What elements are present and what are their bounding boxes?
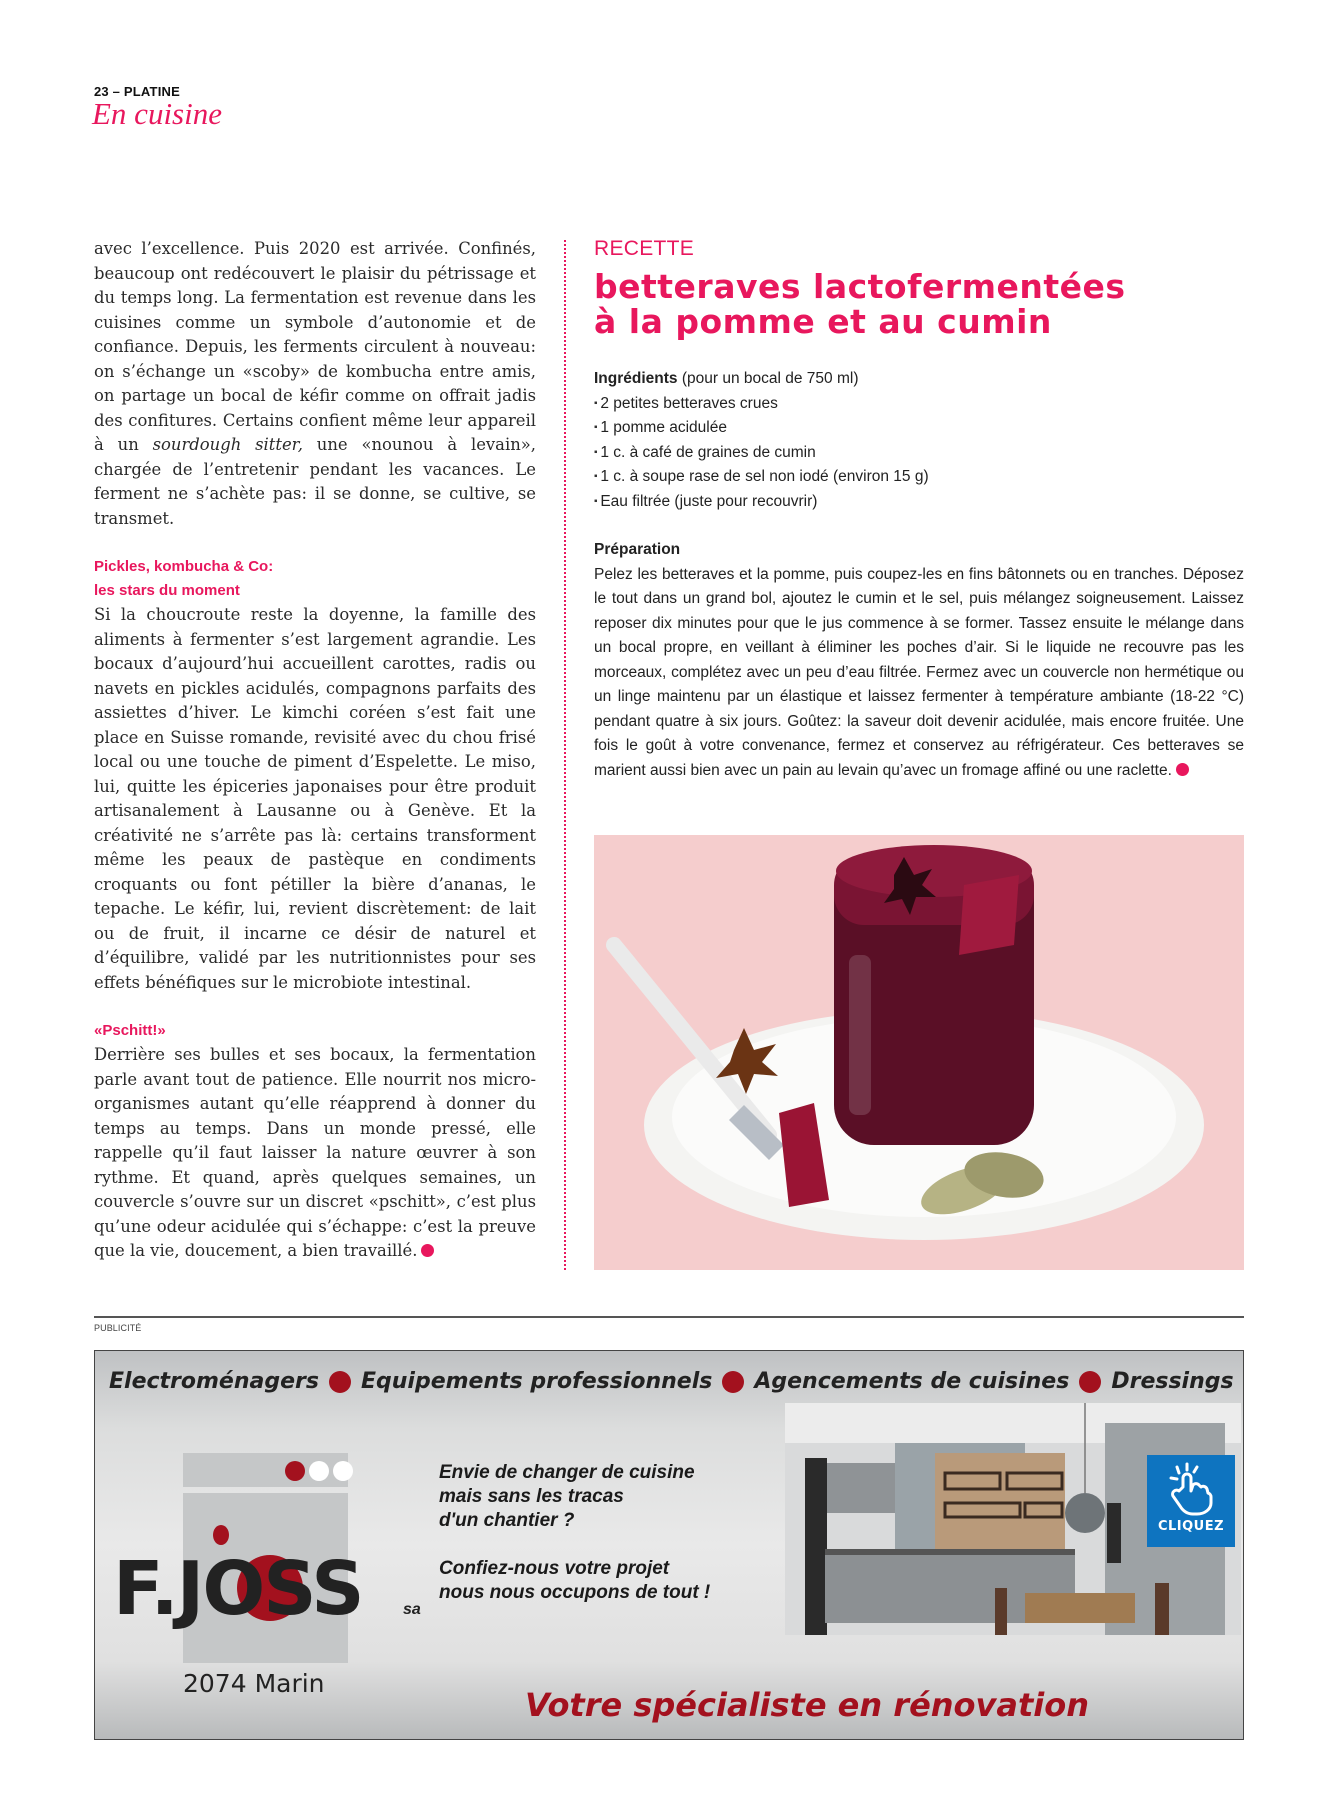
ingredients-heading	[594, 367, 1244, 392]
pitch-line: d'un chantier ?	[439, 1510, 575, 1531]
service-item: Equipements professionnels	[360, 1369, 713, 1394]
bullet-dot-icon	[1079, 1371, 1101, 1393]
pitch-line: nous nous occupons de tout !	[439, 1582, 711, 1603]
subheading-line-1: «Pschitt!»	[94, 1022, 166, 1039]
logo-knob-icon	[333, 1461, 353, 1481]
service-item: Agencements de cuisines	[754, 1369, 1070, 1394]
ingredients-list	[594, 392, 1244, 515]
end-mark-icon	[421, 1244, 434, 1257]
ad-label: PUBLICITÉ	[94, 1323, 142, 1333]
ingredients-note: (pour un bocal de 750 ml)	[677, 370, 859, 387]
wood-wall	[935, 1453, 1065, 1558]
hand-pointer-icon	[1165, 1461, 1217, 1517]
pitch-line: Envie de changer de cuisine	[439, 1462, 695, 1483]
ingredient-item: ▪ 1 c. à soupe rase de sel non iodé (environ 15 g)	[594, 465, 1244, 490]
column-divider	[564, 240, 566, 1270]
recipe-photo	[594, 835, 1244, 1270]
recipe-box	[594, 237, 1244, 783]
dining-table	[1025, 1593, 1135, 1623]
pendant-lamp	[1065, 1493, 1105, 1533]
service-item: Electroménagers	[109, 1369, 319, 1394]
preparation-body: Pelez les betteraves et la pomme, puis coupez-les en fins bâtonnets ou en tranches. Déposez le tout dans un grand bol, ajoutez le cumin et le sel, puis mélangez soigneusement. Laissez reposer dix minutes pour que le jus commence à se former. Tassez ensuite le mélange dans un bocal propre, en veillant à éliminer les poches d’air. Si le liquide ne recouvre pas les morceaux, complétez avec un peu d’eau filtrée. Fermez avec un couvercle non hermétique ou un linge maintenu par un élastique et laissez fermenter à température ambiante (18-22 °C) pendant quatre à six jours. Goûtez: la saveur doit devenir acidulée, mais encore fruitée. Une fois le goût à votre convenance, fermez et conservez au réfrigérateur. Ces betteraves se marient aussi bien avec un pain au levain qu’avec un fromage affiné ou une raclette.	[594, 565, 1244, 779]
ad-separator	[94, 1316, 1244, 1318]
recipe-title	[594, 269, 1244, 339]
subheading-line-1: Pickles, kombucha & Co:	[94, 558, 274, 575]
cliquez-button[interactable]	[1147, 1455, 1235, 1547]
article-intro	[94, 237, 536, 531]
logo-knob-icon	[309, 1461, 329, 1481]
logo-red-dot	[213, 1525, 229, 1545]
ad-services-row	[109, 1369, 1234, 1394]
recipe-title-line-2: à la pomme et au cumin	[594, 302, 1052, 341]
pitch-line: mais sans les tracas	[439, 1486, 624, 1507]
intro-text-1: avec l’excellence. Puis 2020 est arrivée. Confinés, beaucoup ont redécouvert le plaisir du pétrissage et du temps long. La fermentation est revenue dans les cuisines comme un symbole d’autonomie et de confiance. Depuis, les ferments circulent à nouveau: on s’échange un «scoby» de kombucha entre amis, on partage un bocal de kéfir comme on offrait jadis des confitures. Certains confient même leur appareil à un	[94, 239, 536, 454]
section-body-pschitt	[94, 1043, 536, 1264]
section-title: En cuisine	[92, 96, 222, 131]
bullet-dot-icon	[329, 1371, 351, 1393]
subheading-pschitt	[94, 1019, 536, 1043]
preparation-heading: Préparation	[594, 541, 681, 558]
subheading-pickles	[94, 555, 536, 603]
bullet-dot-icon	[722, 1371, 744, 1393]
logo-knob-icon	[285, 1461, 305, 1481]
logo-suffix: sa	[403, 1601, 421, 1618]
logo-wordmark: F.JOSS	[113, 1546, 363, 1632]
ingredient-item: ▪ 2 petites betteraves crues	[594, 392, 1244, 417]
recipe-kicker: RECETTE	[594, 237, 695, 260]
ingredient-item: ▪ Eau filtrée (juste pour recouvrir)	[594, 490, 1244, 515]
subheading-line-2: les stars du moment	[94, 582, 240, 599]
ad-pitch	[439, 1461, 710, 1605]
service-item: Dressings	[1111, 1369, 1234, 1394]
section-body-text: Derrière ses bulles et ses bocaux, la fermentation parle avant tout de patience. Elle nourrit nos micro-organismes autant qu’elle réapprend à donner du temps au temps. Dans un monde pressé, elle rappelle qu’il faut laisser la nature œuvrer à son rythme. Et quand, après quelques semaines, un couvercle s’ouvre sur un discret «pschitt», c’est plus qu’une odeur acidulée qui s’échappe: c’est la preuve que la vie, doucement, a bien travaillé.	[94, 1045, 536, 1260]
cliquez-label: CLIQUEZ	[1157, 1519, 1225, 1534]
ingredient-item: ▪ 1 c. à café de graines de cumin	[594, 441, 1244, 466]
recipe-title-line-1: betteraves lactofermentées	[594, 267, 1126, 306]
end-mark-icon	[1176, 763, 1189, 776]
advertisement-banner[interactable]	[94, 1350, 1244, 1740]
intro-text-2: une «nounou à levain», chargée de l’entretenir pendant les vacances. Le ferment ne s’achète pas: il se donne, se cultive, se transmet.	[94, 435, 536, 528]
fjoss-logo	[113, 1441, 433, 1691]
intro-italic: sourdough sitter,	[152, 435, 303, 454]
pitch-line: Confiez-nous votre projet	[439, 1558, 670, 1579]
article-column	[94, 237, 536, 1264]
ad-tagline: Votre spécialiste en rénovation	[525, 1686, 1090, 1724]
page-folio: 23 – PLATINE	[94, 84, 180, 99]
section-body-pickles: Si la choucroute reste la doyenne, la famille des aliments à fermenter s’est largement agrandie. Les bocaux d’aujourd’hui accueillent carottes, radis ou navets en pickles acidulés, compagnons parfaits des assiettes d’hiver. Le kimchi coréen s’est fait une place en Suisse romande, revisité avec du chou frisé local ou une touche de piment d’Espelette. Le miso, lui, quitte les épiceries japonaises pour être produit artisanalement à Lausanne ou à Genève. Et la créativité ne s’arrête pas là: certains transforment même les peaux de pastèque en condiments croquants ou font pétiller la bière d’ananas, le tepache. Le kéfir, lui, revient discrètement: de lait ou de fruit, il incarne ce désir de naturel et d’équilibre, validé par les nutritionnistes pour ses effets bénéfiques sur le microbiote intestinal.	[94, 605, 536, 992]
preparation-text	[594, 563, 1244, 784]
ingredient-item: ▪ 1 pomme acidulée	[594, 416, 1244, 441]
beet-jar-illustration	[594, 835, 1244, 1270]
ingredients-label: Ingrédients	[594, 370, 678, 387]
ad-city: 2074 Marin	[183, 1669, 325, 1698]
